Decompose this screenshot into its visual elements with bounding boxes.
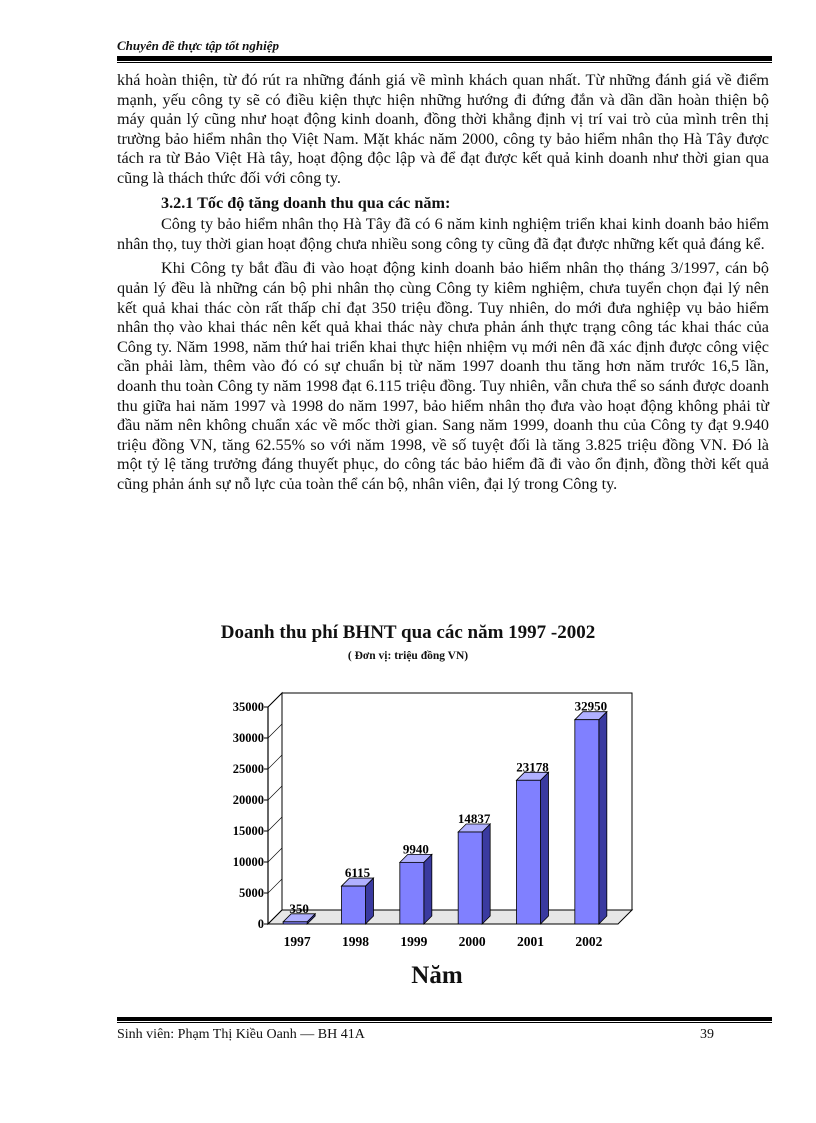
bar bbox=[575, 720, 599, 924]
x-tick-label: 1999 bbox=[400, 934, 428, 949]
data-label: 9940 bbox=[402, 841, 429, 857]
bar bbox=[458, 832, 482, 924]
data-label: 14837 bbox=[457, 811, 491, 827]
data-label: 6115 bbox=[344, 865, 371, 881]
x-axis-label: Năm bbox=[411, 962, 463, 989]
bar-side bbox=[541, 772, 549, 924]
y-tick-label: 35000 bbox=[232, 700, 264, 714]
x-tick-label: 2002 bbox=[575, 934, 603, 949]
y-tick-label: 10000 bbox=[232, 855, 264, 869]
paragraph-1: khá hoàn thiện, từ đó rút ra những đánh giá về mình khách quan nhất. Từ những đánh giá về điểm mạnh, yếu công ty sẽ có điều kiện thực hiện những hướng đi đứng đắn và dần dần hoàn thiện bộ máy quản lý cũng như hoạt động kinh doanh, đồng thời khẳng định vị trí vai trò của mình trên thị trường bảo hiểm nhân thọ Việt Nam. Mặt khác năm 2000, công ty bảo hiểm nhân thọ Hà Tây được tách ra từ Bảo Việt Hà tây, hoạt động độc lập và để đạt được kết quả kinh doanh như thời gian qua cũng là thách thức đối với công ty. bbox=[117, 71, 769, 187]
chart-side-wall bbox=[268, 693, 282, 924]
bar-side bbox=[599, 712, 607, 924]
footer-rule-thin bbox=[117, 1022, 772, 1023]
bar bbox=[283, 922, 307, 924]
y-tick-label: 25000 bbox=[232, 762, 264, 776]
data-label: 23178 bbox=[516, 759, 549, 775]
bar bbox=[342, 886, 366, 924]
paragraph-3: Khi Công ty bắt đầu đi vào hoạt động kinh doanh bảo hiểm nhân thọ tháng 3/1997, cán bộ quản lý đều là những cán bộ phi nhân thọ cùng Công ty kiêm nghiệm, chưa tuyển chọn đại lý nên kết quả khai thác còn rất thấp chỉ đạt 350 triệu đồng. Tuy nhiên, do mới đưa nghiệp vụ bảo hiểm nhân thọ vào khai thác nên kết quả khai thác này chưa phản ánh thực trạng công tác khai thác của Công ty. Năm 1998, năm thứ hai triển khai thực hiện nhiệm vụ mới nên đã xác định được công việc cần phải làm, thêm vào đó có sự chuẩn bị từ năm 1997 doanh thu tăng hơn năm trước 16,5 lần, doanh thu toàn Công ty năm 1998 đạt 6.115 triệu đồng. Tuy nhiên, vẫn chưa thể so sánh được doanh thu giữa hai năm 1997 và 1998 do năm 1997, bảo hiểm nhân thọ đưa vào hoạt động không phải từ đầu năm nên không chuẩn xác về mốc thời gian. Sang năm 1999, doanh thu của Công ty đạt 9.940 triệu đồng VN, tăng 62.55% so với năm 1998, về số tuyệt đối là tăng 3.825 triệu đồng VN. Đó là một tỷ lệ tăng trưởng đáng thuyết phục, do công tác bảo hiểm đã đi vào ổn định, đồng thời kết quả cũng phản ánh sự nỗ lực của toàn thể cán bộ, nhân viên, đại lý trong Công ty. bbox=[117, 259, 769, 493]
paragraph-2: Công ty bảo hiểm nhân thọ Hà Tây đã có 6 năm kinh nghiệm triển khai kinh doanh bảo hiểm nhân thọ, tuy thời gian hoạt động chưa nhiều song công ty cũng đã đạt được những kết quả đáng kể. bbox=[117, 215, 769, 253]
section-heading: 3.2.1 Tốc độ tăng doanh thu qua các năm: bbox=[161, 193, 451, 212]
footer-author: Sinh viên: Phạm Thị Kiều Oanh — BH 41A bbox=[117, 1027, 365, 1042]
y-tick-label: 15000 bbox=[232, 824, 264, 838]
data-label: 350 bbox=[289, 900, 309, 916]
bar bbox=[517, 780, 541, 924]
page-number: 39 bbox=[700, 1027, 714, 1042]
data-label: 32950 bbox=[574, 698, 608, 714]
bar bbox=[400, 862, 424, 924]
y-tick-label: 0 bbox=[257, 917, 264, 931]
y-tick-label: 20000 bbox=[232, 793, 264, 807]
x-tick-label: 1998 bbox=[342, 934, 369, 949]
chart-subtitle: ( Đơn vị: triệu đồng VN) bbox=[347, 650, 469, 662]
x-tick-label: 2001 bbox=[517, 934, 544, 949]
bar-side bbox=[482, 824, 490, 924]
y-tick-label: 5000 bbox=[239, 886, 264, 900]
chart-title: Doanh thu phí BHNT qua các năm 1997 -2002 bbox=[220, 622, 596, 643]
x-tick-label: 1997 bbox=[283, 934, 311, 949]
footer-rule bbox=[117, 1017, 772, 1021]
header-title: Chuyên đề thực tập tốt nghiệp bbox=[117, 38, 279, 53]
x-tick-label: 2000 bbox=[458, 934, 486, 949]
bar-side bbox=[424, 854, 432, 924]
y-tick-label: 30000 bbox=[232, 731, 264, 745]
